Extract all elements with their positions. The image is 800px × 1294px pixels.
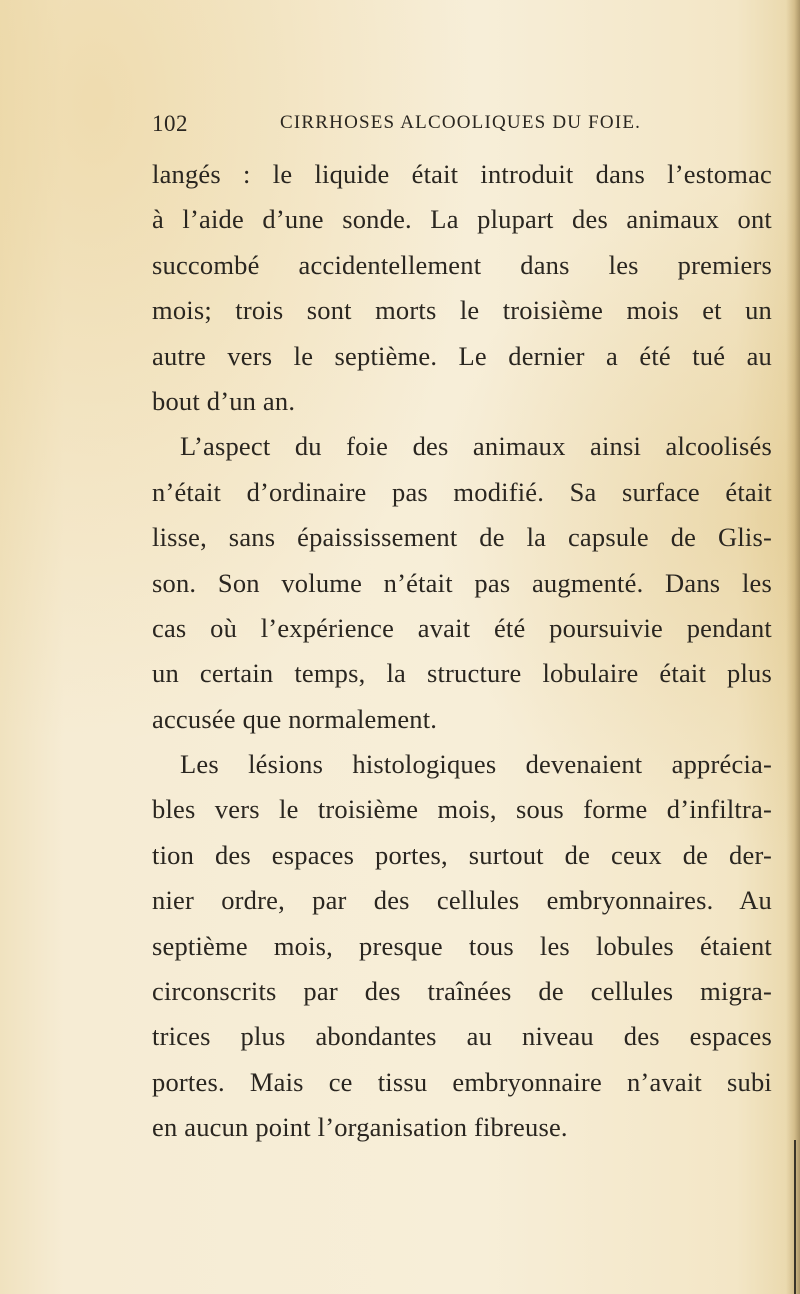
text-line: trices plus abondantes au niveau des espaces bbox=[152, 1021, 772, 1052]
text-line: bles vers le troisième mois, sous forme d’infiltra- bbox=[152, 794, 772, 825]
page-edge-shadow bbox=[786, 0, 800, 1294]
text-line: lisse, sans épaississement de la capsule de Glis- bbox=[152, 522, 772, 553]
text-line: en aucun point l’organisation fibreuse. bbox=[152, 1112, 568, 1143]
text-line: septième mois, presque tous les lobules étaient bbox=[152, 930, 772, 961]
text-line: n’était d’ordinaire pas modifié. Sa surface était bbox=[152, 476, 772, 507]
running-head bbox=[152, 111, 792, 141]
page-edge-line bbox=[794, 1140, 796, 1294]
text-line: son. Son volume n’était pas augmenté. Dans les bbox=[152, 567, 772, 598]
body-text bbox=[152, 152, 772, 1151]
running-title: CIRRHOSES ALCOOLIQUES DU FOIE. bbox=[280, 112, 642, 133]
text-line: accusée que normalement. bbox=[152, 703, 438, 734]
text-line: bout d’un an. bbox=[152, 385, 296, 416]
text-line: langés : le liquide était introduit dans l’estomac bbox=[152, 159, 772, 189]
text-line: circonscrits par des traînées de cellules migra- bbox=[152, 976, 772, 1007]
text-line: à l’aide d’une sonde. La plupart des animaux ont bbox=[152, 204, 772, 235]
text-line: portes. Mais ce tissu embryonnaire n’avait subi bbox=[152, 1066, 772, 1097]
text-line: mois; trois sont morts le troisième mois et un bbox=[152, 295, 772, 326]
text-line: L’aspect du foie des animaux ainsi alcoolisés bbox=[180, 431, 772, 462]
text-line: cas où l’expérience avait été poursuivie pendant bbox=[152, 612, 772, 643]
text-line: un certain temps, la structure lobulaire était plus bbox=[152, 658, 772, 689]
text-line: autre vers le septième. Le dernier a été tué au bbox=[152, 340, 772, 371]
page-number: 102 bbox=[152, 111, 188, 136]
text-line: nier ordre, par des cellules embryonnaires. Au bbox=[152, 885, 772, 916]
text-line: Les lésions histologiques devenaient apprécia- bbox=[180, 749, 772, 780]
text-line: tion des espaces portes, surtout de ceux de der- bbox=[152, 839, 772, 870]
text-line: succombé accidentellement dans les premiers bbox=[152, 249, 772, 280]
